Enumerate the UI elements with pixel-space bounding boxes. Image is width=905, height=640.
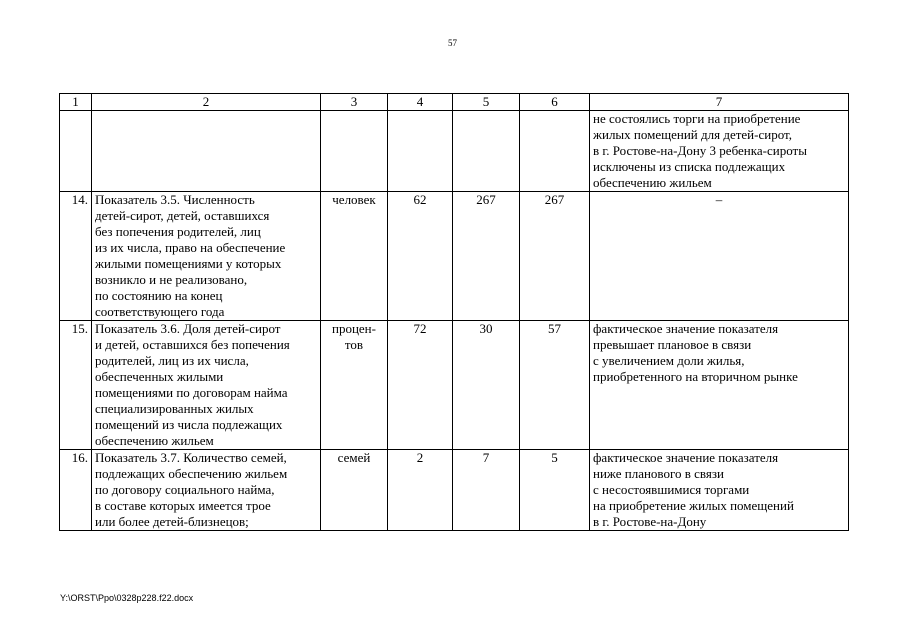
table-row	[60, 192, 849, 321]
indicator-name	[92, 321, 321, 450]
table-row	[60, 111, 849, 192]
value-col-4: 72	[388, 321, 453, 450]
note-line: на приобретение жилых помещений	[593, 498, 794, 513]
table-header-row	[60, 94, 849, 111]
indicator-name	[92, 450, 321, 531]
unit-line: семей	[337, 450, 371, 465]
page-number: 57	[448, 38, 457, 48]
note-line: обеспечению жильем	[593, 175, 712, 190]
row-number	[60, 111, 92, 192]
note-line: в г. Ростове-на-Дону	[593, 514, 707, 529]
indicator-name-line: жилыми помещениями у которых	[95, 256, 282, 271]
note	[590, 192, 849, 321]
indicator-name-line: соответствующего года	[95, 304, 225, 319]
note	[590, 321, 849, 450]
note-line: с увеличением доли жилья,	[593, 353, 745, 368]
table-row	[60, 450, 849, 531]
unit-line: тов	[344, 337, 364, 352]
unit	[321, 450, 388, 531]
header-cell-2: 2	[92, 94, 321, 111]
note-line: фактическое значение показателя	[593, 321, 779, 336]
table-body	[60, 111, 849, 531]
value-col-4	[388, 111, 453, 192]
header-cell-3: 3	[321, 94, 388, 111]
indicator-name-line: или более детей-близнецов;	[95, 514, 249, 529]
note	[590, 111, 849, 192]
value-col-6: 5	[520, 450, 590, 531]
unit-line: процен-	[332, 321, 376, 336]
value-col-5	[453, 111, 520, 192]
indicator-name-line: специализированных жилых	[95, 401, 254, 416]
indicator-name-line: помещениями по договорам найма	[95, 385, 288, 400]
indicator-name	[92, 111, 321, 192]
indicator-name-line: детей-сирот, детей, оставшихся	[95, 208, 270, 223]
indicator-name-line: по состоянию на конец	[95, 288, 223, 303]
unit	[321, 111, 388, 192]
indicator-name-line: подлежащих обеспечению жильем	[95, 466, 288, 481]
indicator-name-line: родителей, лиц из их числа,	[95, 353, 249, 368]
indicator-name-line: обеспечению жильем	[95, 433, 214, 448]
header-cell-1: 1	[60, 94, 92, 111]
file-path-footer: Y:\ORST\Ppo\0328p228.f22.docx	[60, 593, 194, 603]
value-col-4: 62	[388, 192, 453, 321]
indicator-name	[92, 192, 321, 321]
value-col-6: 267	[520, 192, 590, 321]
note	[590, 450, 849, 531]
note-line: фактическое значение показателя	[593, 450, 779, 465]
indicator-name-line: возникло и не реализовано,	[95, 272, 248, 287]
header-cell-6: 6	[520, 94, 590, 111]
unit-line: человек	[332, 192, 376, 207]
value-col-4: 2	[388, 450, 453, 531]
note-line: с несостоявшимися торгами	[593, 482, 750, 497]
unit	[321, 192, 388, 321]
row-number: 15.	[60, 321, 92, 450]
row-number: 14.	[60, 192, 92, 321]
note-line: приобретенного на вторичном рынке	[593, 369, 798, 384]
value-col-5: 7	[453, 450, 520, 531]
value-col-5: 267	[453, 192, 520, 321]
indicator-name-line: обеспеченных жилыми	[95, 369, 224, 384]
note-line: жилых помещений для детей-сирот,	[593, 127, 792, 142]
value-col-5: 30	[453, 321, 520, 450]
indicator-name-line: Показатель 3.6. Доля детей-сирот	[95, 321, 281, 336]
header-cell-4: 4	[388, 94, 453, 111]
indicator-name-line: из их числа, право на обеспечение	[95, 240, 286, 255]
value-col-6	[520, 111, 590, 192]
value-col-6: 57	[520, 321, 590, 450]
indicator-name-line: и детей, оставшихся без попечения	[95, 337, 290, 352]
note-line: в г. Ростове-на-Дону 3 ребенка-сироты	[593, 143, 807, 158]
indicator-name-line: помещений из числа подлежащих	[95, 417, 283, 432]
note-line: исключены из списка подлежащих	[593, 159, 786, 174]
indicator-name-line: Показатель 3.5. Численность	[95, 192, 255, 207]
note-line: ниже планового в связи	[593, 466, 724, 481]
indicator-name-line: в составе которых имеется трое	[95, 498, 271, 513]
indicator-name-line: Показатель 3.7. Количество семей,	[95, 450, 287, 465]
header-cell-5: 5	[453, 94, 520, 111]
row-number: 16.	[60, 450, 92, 531]
indicator-name-line: по договору социального найма,	[95, 482, 275, 497]
unit	[321, 321, 388, 450]
report-table	[59, 93, 849, 531]
header-cell-7: 7	[590, 94, 849, 111]
table-row	[60, 321, 849, 450]
indicator-name-line: без попечения родителей, лиц	[95, 224, 261, 239]
note-line: –	[715, 192, 723, 207]
note-line: превышает плановое в связи	[593, 337, 752, 352]
note-line: не состоялись торги на приобретение	[593, 111, 801, 126]
